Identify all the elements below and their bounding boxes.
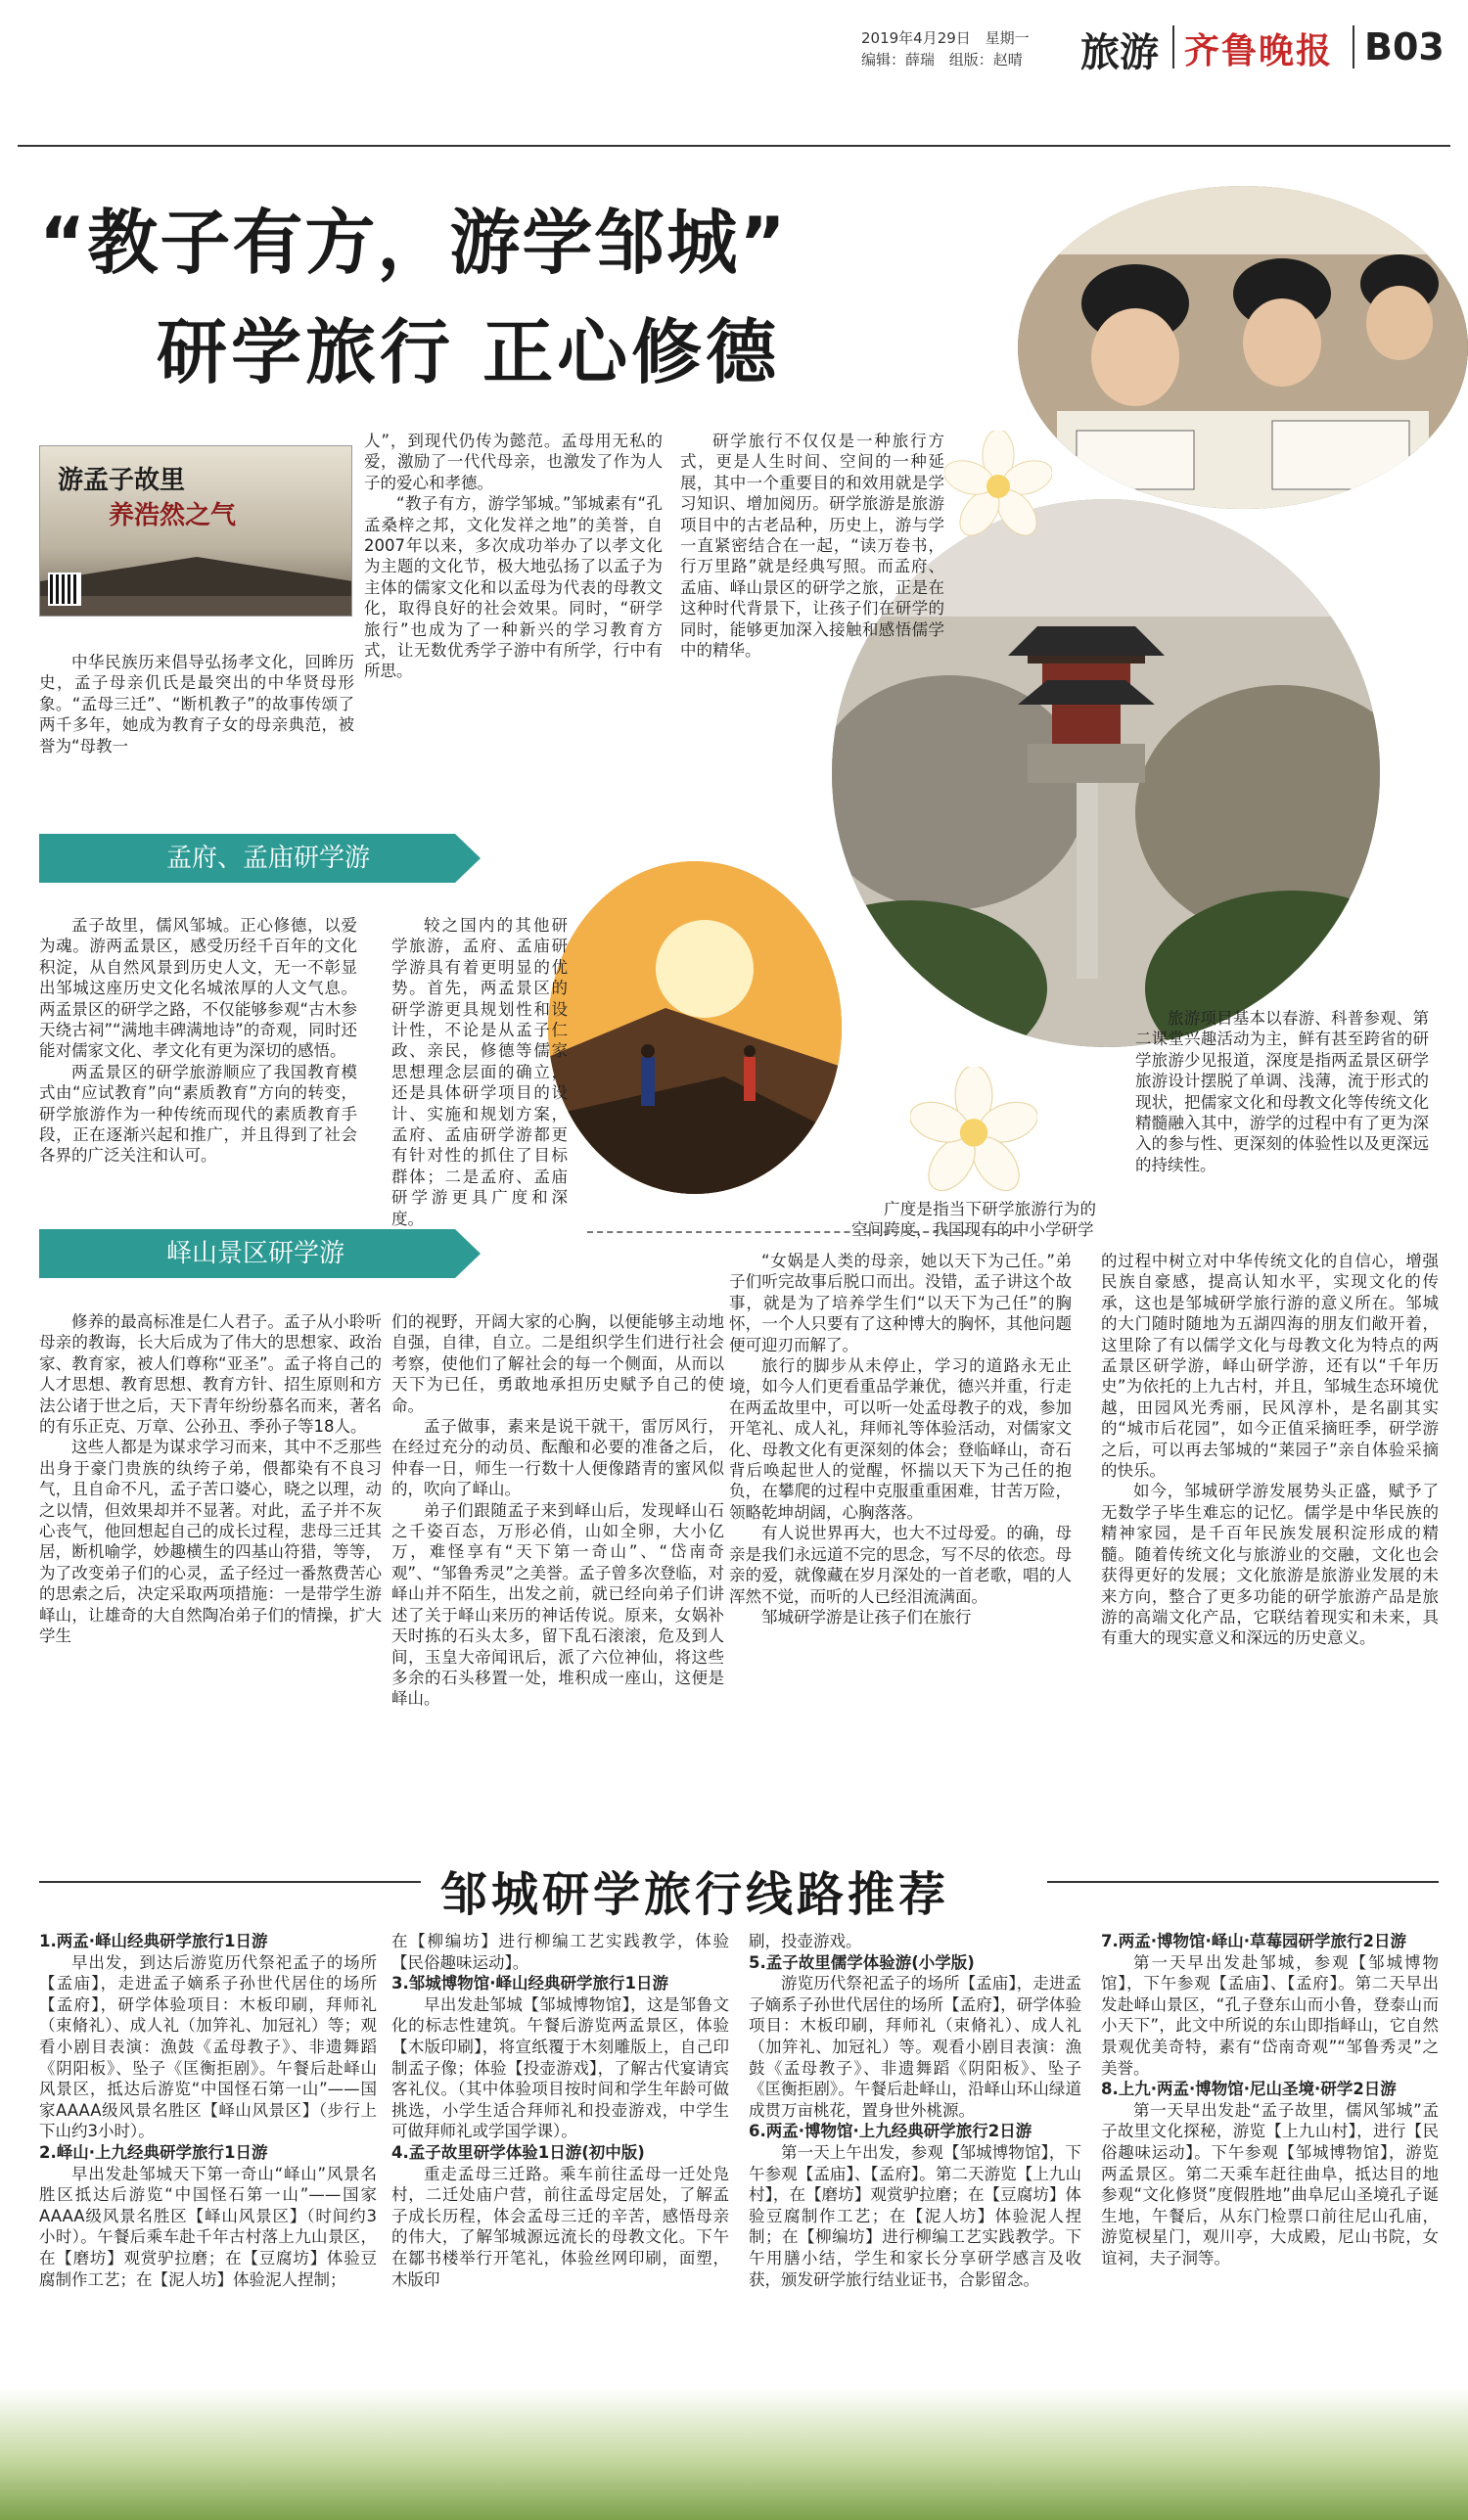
intro-paragraph: 人”，到现代仍传为懿范。孟母用无私的爱，激励了一代代母亲，也激发了作为人子的爱心和孝德。 [364, 432, 663, 492]
route-body: 早出发赴邹城【邹城博物馆】，这是邹鲁文化的标志性建筑。午餐后游览两孟景区，体验【木版印刷】，将宣纸覆于木刻雕版上，自己印制孟子像；体验【投壶游戏】，了解古代宴请宾客礼仪。（其中体验项目按时间和学生年龄可做挑选，小学生适合拜师礼和投壶游戏，中学生可做拜师礼或学国学课）。 [391, 1994, 729, 2141]
plumeria-flower-icon [944, 431, 1052, 538]
body-paragraph: 较之国内的其他研学旅游，孟府、孟庙研学游具有着更明显的优势。首先，两孟景区的研学游更具规划性和设计性，不论是从孟子仁政、亲民，修德等儒家思想理念层面的确立，还是具体研学项目的设计、实施和规划方案，孟府、孟庙研学游都更有针对性的抓住了目标群体；二是孟府、孟庙研学游更具广度和深度。 [391, 916, 568, 1228]
route-body: 早出发赴邹城天下第一奇山“峄山”风景名胜区抵达后游览“中国怪石第一山”——国家AAAA级风景名胜区【峄山风景区】（时间约3小时）。午餐后乘车赴千年古村落上九山景区，在【磨坊】观赏驴拉磨；在【豆腐坊】体验豆腐制作工艺；在【泥人坊】体验泥人捏制； [39, 2164, 377, 2289]
sec1-column-2 [391, 915, 568, 1229]
body-paragraph: 有人说世界再大，也大不过母爱。的确，母亲是我们永远道不完的思念，写不尽的依恋。母亲的爱，就像藏在岁月深处的一首老歌，唱的人浑然不觉，而听的人已经泪流满面。 [729, 1524, 1072, 1606]
route-body: 第一天上午出发，参观【邹城博物馆】，下午参观【孟庙】、【孟府】。第二天游览【上九山村】，在【磨坊】观赏驴拉磨；在【豆腐坊】体验豆腐制作工艺；在【泥人坊】体验泥人捏制；在【柳编坊】进行柳编工艺实践教学。下午用膳小结，学生和家长分享研学感言及收获，颁发研学旅行结业证书，合影留念。 [749, 2142, 1081, 2289]
layout-text: 组版：赵晴 [948, 51, 1023, 69]
route-body: 重走孟母三迁路。乘车前往孟母一迁处凫村，二迁处庙户营，前往孟母定居处，了解孟子成长历程，体会孟母三迁的辛苦，感悟母亲的伟大，了解邹城源远流长的母教文化。下午在鄒书楼举行开笔礼，体验丝网印刷，面塑，木版印 [391, 2164, 729, 2289]
editor-text: 编辑：薛瑞 [861, 51, 936, 69]
route-title: 1.两孟·峄山经典研学旅行1日游 [39, 1932, 268, 1950]
mountain-sunset-photo [548, 861, 842, 1194]
routes-rule-left [39, 1881, 421, 1883]
body-paragraph: 修养的最高标准是仁人君子。孟子从小聆听母亲的教诲，长大后成为了伟大的思想家、政治家、教育家，被人们尊称“亚圣”。孟子将自己的人才思想、教育思想、教育方针、招生原则和方法公诸于世之后，天下青年纷纷慕名而来，著名的有乐正克、万章、公孙丑、季孙子等18人。 [39, 1312, 382, 1437]
dashed-divider [587, 1231, 1018, 1233]
section-name: 旅游 [1080, 30, 1159, 75]
routes-column-4 [1101, 1931, 1439, 2269]
section-title: 孟府、孟庙研学游 [166, 844, 371, 873]
newspaper-logo: 齐鲁晚报 [1184, 30, 1334, 71]
body-paragraph: 孟子故里，儒风邹城。正心修德，以爱为魂。游两孟景区，感受历经千百年的文化积淀，从自然风景到历史人文，无一不彰显出邹城这座历史文化名城浓厚的人文气息。两孟景区的研学之路，不仅能够参观“古木参天绕古祠”“满地丰碑满地诗”的奇观，同时还能对儒家文化、孝文化有更为深切的感悟。 [39, 916, 357, 1061]
qr-code-icon [48, 573, 81, 606]
sec2-column-3 [729, 1251, 1072, 1627]
intro-paragraph: 中华民族历来倡导弘扬孝文化，回眸历史，孟子母亲仉氏是最突出的中华贤母形象。“孟母三迁”、“断机教子”的故事传颂了两千多年，她成为教育子女的母亲典范，被誉为“母教一 [39, 653, 354, 756]
date-text: 2019年4月29日 [861, 29, 971, 47]
sec2-column-1 [39, 1311, 382, 1647]
issue-date [861, 27, 1039, 48]
students-calligraphy-photo [1018, 186, 1468, 509]
section-header-mengfu [39, 834, 455, 883]
intro-column-2 [364, 431, 663, 682]
routes-column-2 [391, 1931, 729, 2290]
masthead-divider [1172, 25, 1174, 69]
route-title: 2.峄山·上九经典研学旅行1日游 [39, 2142, 268, 2162]
masthead-divider [1353, 25, 1354, 69]
route-body: 在【柳编坊】进行柳编工艺实践教学，体验【民俗趣味运动】。 [391, 1932, 729, 1972]
section-title: 峄山景区研学游 [166, 1239, 345, 1268]
body-paragraph: 旅游项目基本以春游、科普参观、第二课堂兴趣活动为主，鲜有甚至跨省的研学旅游少见报道，深度是指两孟景区研学旅游设计摆脱了单调、浅薄，流于形式的现状，把儒家文化和母教文化等传统文化精髓融入其中，游学的过程中有了更为深入的参与性、更深刻的体验性以及更深远的持续性。 [1135, 1009, 1429, 1174]
route-title: 3.邹城博物馆·峄山经典研学旅行1日游 [391, 1974, 668, 1993]
headline-line1: “教子有方，游学邹城” [39, 202, 788, 284]
body-paragraph: 们的视野，开阔大家的心胸，以便能够主动地自强，自律，自立。二是组织学生们进行社会考察，使他们了解社会的每一个侧面，从而以天下为已任，勇敢地承担历史赋予自己的使命。 [391, 1312, 724, 1415]
route-body: 第一天早出发赴“孟子故里，儒风邹城”孟子故里文化探秘，游览【上九山村】，进行【民俗趣味运动】。下午参观【邹城博物馆】，游览两孟景区。第二天乘车赶往曲阜，抵达目的地参观“文化修贤”度假胜地”曲阜尼山圣境孔子诞生地，午餐后，从东门检票口前往尼山孔庙，游览棂星门，观川亭，大成殿，尼山书院，女谊祠，夫子洞等。 [1101, 2100, 1439, 2268]
promo-subtitle: 养浩然之气 [109, 501, 237, 530]
section-header-yishan [39, 1229, 455, 1278]
body-paragraph: 的过程中树立对中华传统文化的自信心，增强民族自豪感，提高认知水平，实现文化的传承，这也是邹城研学旅行游的意义所在。邹城的大门随时随地为五湖四海的朋友们敞开着，这里除了有以儒学文化与母教文化为特点的两孟景区研学游，峄山研学游，还有以“千年历史”为依托的上九古村，并且，邹城生态环境优越，田园风光秀丽，民风淳朴，是名副其实的“城市后花园”，如今正值采摘旺季，研学游之后，可以再去邹城的“莱园子”亲自体验采摘的快乐。 [1101, 1252, 1439, 1481]
grass-decoration [0, 2388, 1468, 2520]
students-photo-art [1018, 186, 1468, 509]
temple-roof-art [40, 547, 352, 616]
promo-card [39, 445, 352, 617]
route-title: 8.上九·两孟·博物馆·尼山圣境·研学2日游 [1101, 2080, 1397, 2099]
body-paragraph: 孟子做事，素来是说干就干，雷厉风行，在经过充分的动员、酝酿和必要的准备之后，仲春一日，师生一行数十人便像踏青的蜜风似的，吹向了峄山。 [391, 1417, 724, 1499]
body-paragraph: 广度是指当下研学旅游行为的空间跨度，我国现有的中小学研学 [851, 1200, 1096, 1240]
body-paragraph: 如今，邹城研学游发展势头正盛，赋予了无数学子毕生难忘的记忆。儒学是中华民族的精神家园，是千百年民族发展积淀形成的精髓。随着传统文化与旅游业的交融，文化也会获得更好的发展；文化旅游是旅游业发展的未来方向，整合了更多功能的研学旅游产品是旅游的高端文化产品，它联结着现实和未来，具有重大的现实意义和深远的历史意义。 [1101, 1482, 1439, 1648]
route-body: 游览历代祭祀孟子的场所【孟庙】，走进孟子嫡系子孙世代居住的场所【孟府】，研学体验项目：木板印刷，拜师礼（束脩礼）、成人礼（加笄礼、加冠礼）等。观看小剧目表演：漁鼓《孟母教子》、非遗舞蹈《阴阳板》、坠子《匡衡拒剧》。午餐后赴峄山，沿峄山环山绿道成贯万亩桃花，置身世外桃源。 [749, 1974, 1081, 2120]
route-body: 第一天早出发赴邹城，参观【邹城博物馆】，下午参观【孟庙】、【孟府】。第二天早出发赴峄山景区，“孔子登东山而小鲁，登泰山而小天下”，此文中所说的东山即指峄山，它自然景观优美奇特，素有“岱南奇观”“邹鲁秀灵”之美誉。 [1101, 1952, 1439, 2078]
sec1-column-1 [39, 915, 357, 1167]
route-title: 4.孟子故里研学体验1日游(初中版) [391, 2142, 645, 2162]
intro-column-1 [39, 652, 354, 756]
promo-title: 游孟子故里 [58, 466, 186, 495]
routes-rule-right [1047, 1881, 1439, 1883]
body-paragraph: 两孟景区的研学旅游顺应了我国教育模式由“应试教育”向“素质教育”方向的转变，研学旅游作为一种传统而现代的素质教育手段，正在逐渐兴起和推广，并且得到了社会各界的广泛关注和认可。 [39, 1062, 357, 1166]
intro-paragraph: 研学旅行不仅仅是一种旅行方式，更是人生时间、空间的一种延展，其中一个重要目的和效用就是学习知识、增加阅历。研学旅游是旅游项目中的古老品种，历史上，游与学一直紧密结合在一起，“读万卷书，行万里路”就是经典写照。而孟府、孟庙、峄山景区的研学之旅，正是在这种时代背景下，让孩子们在研学的同时，能够更加深入接触和感悟儒学中的精华。 [680, 432, 944, 661]
editor-credits [861, 49, 1032, 69]
body-paragraph: 弟子们跟随孟子来到峄山后，发现峄山石之千姿百态，万形必俏，山如全卵，大小亿万，难怪享有“天下第一奇山”、“岱南奇观”、“邹鲁秀灵”之美誉。孟子曾多次登临，对峄山并不陌生，出发之前，就已经向弟子们讲述了关于峄山来历的神话传说。原来，女娲补天时拣的石头太多，留下乱石滚滚，危及到人间，玉皇大帝闻讯后，派了六位神仙，将这些多余的石头移置一处，堆积成一座山，这便是峄山。 [391, 1500, 724, 1709]
masthead [0, 0, 1468, 98]
sec2-column-2 [391, 1311, 724, 1710]
sec1-column-3b [851, 1199, 1096, 1241]
body-paragraph: 邹城研学游是让孩子们在旅行 [761, 1607, 972, 1627]
routes-title: 邹城研学旅行线路推荐 [440, 1867, 950, 1922]
body-paragraph: 旅行的脚步从未停止，学习的道路永无止境，如今人们更看重品学兼优，德兴并重，行走在两孟故里中，可以听一处孟母教子的戏，参加开笔礼、成人礼，拜师礼等体验活动，对儒家文化、母教文化有更深刻的体会；登临峄山，奇石背后唤起世人的觉醒，怀揣以天下为己任的抱负，在攀爬的过程中克服重重困难，甘苦万险，领略乾坤胡阔，心胸落落。 [729, 1356, 1072, 1522]
body-paragraph: 这些人都是为谋求学习而来，其中不乏那些出身于豪门贵族的纨绔子弟，偎都染有不良习气，且自命不凡，孟子苦口婆心，晓之以理，动之以情，但效果却并不显著。对此，孟子并不灰心丧气，他回想起自己的成长过程，悲母三迁其居，断机喻学，妙趣横生的四基山符猎，等等，为了改变弟子们的心灵，孟子经过一番熬费苦心的思索之后，决定采取两项措施：一是带学生游峄山，让雄奇的大自然陶冶弟子们的情操，扩大学生 [39, 1438, 382, 1646]
route-title: 6.两孟·博物馆·上九经典研学旅行2日游 [749, 2122, 1032, 2141]
top-rule [18, 145, 1450, 147]
routes-column-1 [39, 1931, 377, 2290]
sunset-photo-art [548, 861, 842, 1194]
intro-paragraph: “教子有方，游学邹城。”邹城素有“孔孟桑梓之邦，文化发祥之地”的美誉，自2007年以来，多次成功举办了以孝文化为主题的文化节，极大地弘扬了以孟子为主体的儒家文化和以孟母为代表的母教文化，取得良好的社会效果。同时，“研学旅行”也成为了一种新兴的学习教育方式，让无数优秀学子游中有所学，行中有所思。 [364, 494, 663, 681]
sec2-column-4 [1101, 1251, 1439, 1649]
plumeria-flower-icon [910, 1067, 1037, 1194]
weekday-text: 星期一 [985, 29, 1030, 47]
headline [39, 186, 788, 397]
headline-line2: 研学旅行 正心修德 [157, 311, 781, 393]
intro-column-3 [680, 431, 944, 661]
route-title: 5.孟子故里儒学体验游(小学版) [749, 1952, 975, 1972]
route-title: 7.两孟·博物馆·峄山·草莓园研学旅行2日游 [1101, 1932, 1407, 1950]
routes-column-3 [749, 1931, 1081, 2290]
body-paragraph: “女娲是人类的母亲，她以天下为己任。”弟子们听完故事后脱口而出。没错，孟子讲这个故事，就是为了培养学生们“以天下为己任”的胸怀，一个人只要有了这种博大的胸怀，其他问题便可迎刃而解了。 [729, 1252, 1072, 1354]
sec1-column-3 [1135, 1008, 1429, 1175]
route-body: 早出发，到达后游览历代祭祀孟子的场所【孟庙】，走进孟子嫡系子孙世代居住的场所【孟府】，研学体验项目：木板印刷，拜师礼（束脩礼）、成人礼（加笄礼、加冠礼）等；观看小剧目表演：漁鼓《孟母教子》、非遗舞蹈《阴阳板》、坠子《匡衡拒剧》。午餐后赴峄山风景区，抵达后游览“中国怪石第一山”——国家AAAA级风景名胜区【峄山风景区】（步行上下山约3小时）。 [39, 1952, 377, 2141]
route-body: 刷，投壶游戏。 [749, 1932, 862, 1950]
page-number: B03 [1364, 25, 1445, 69]
